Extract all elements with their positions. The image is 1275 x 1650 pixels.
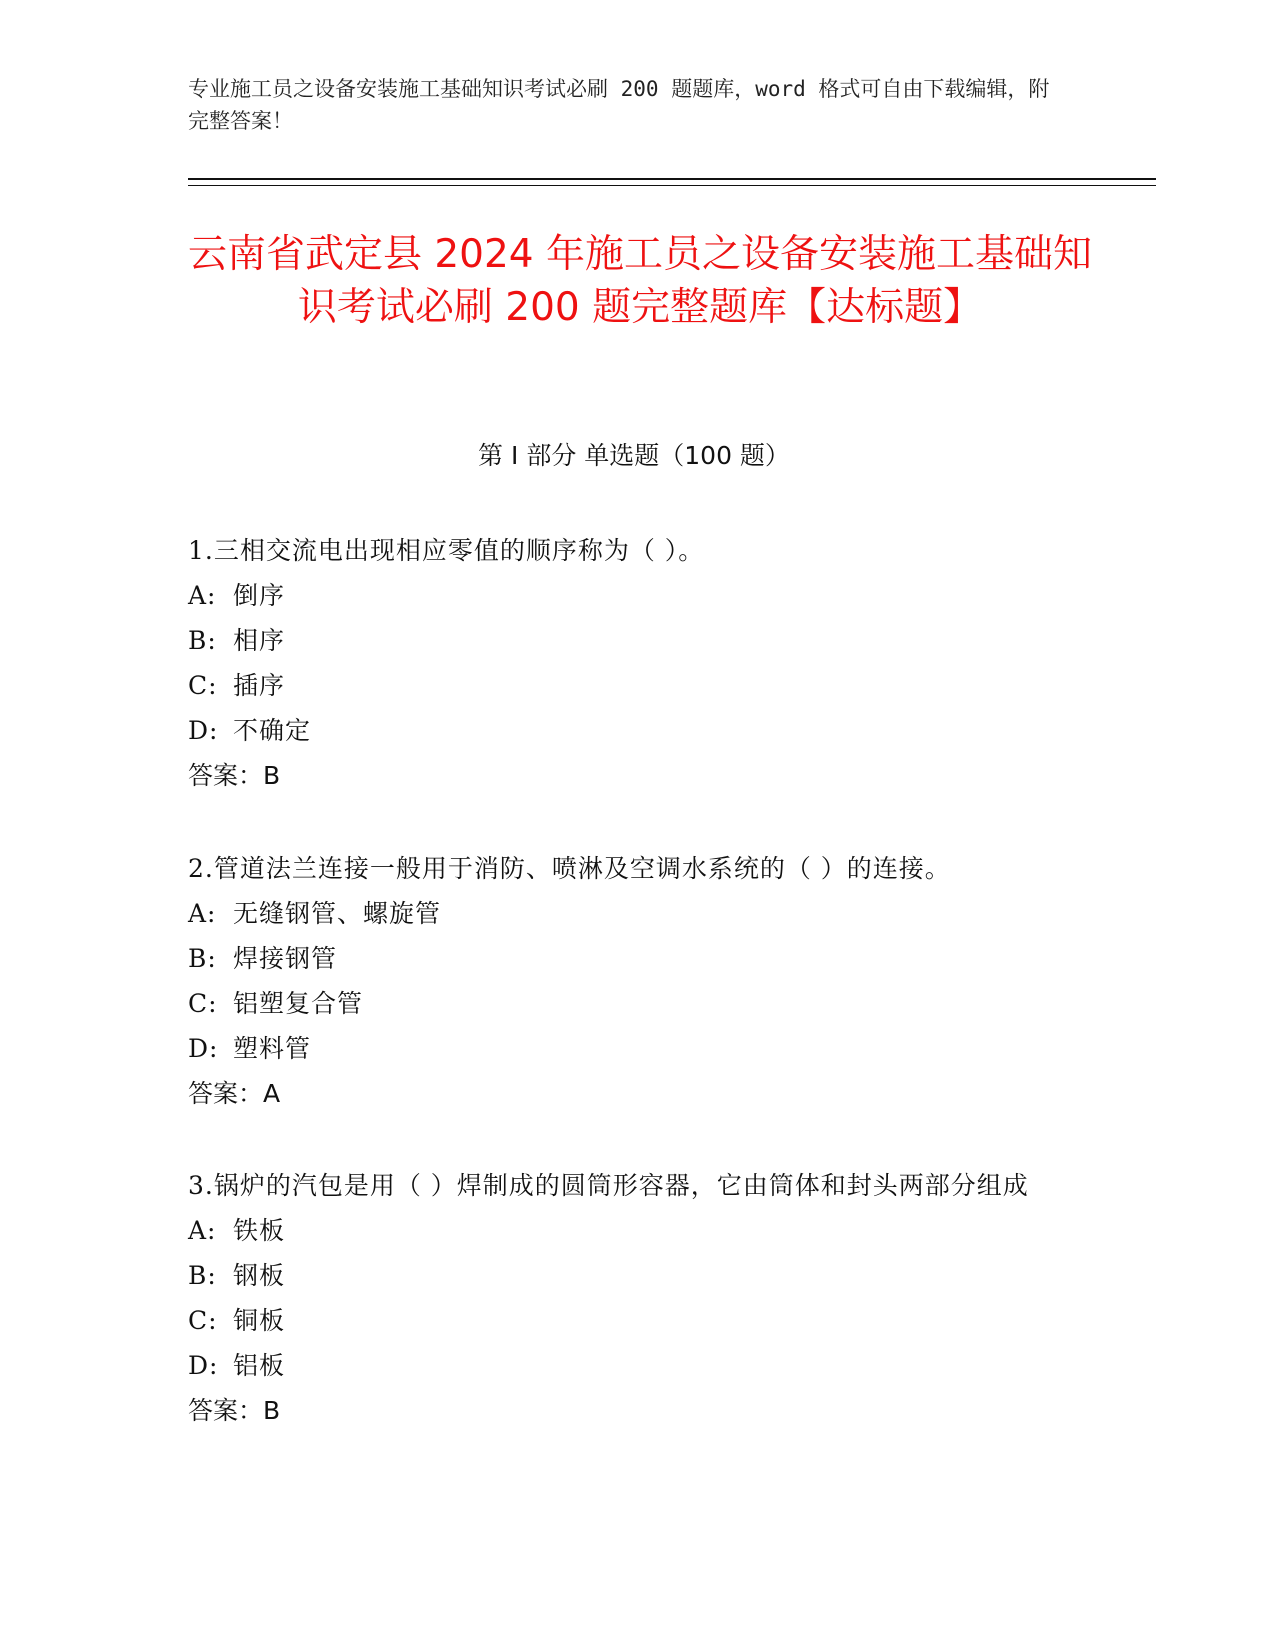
option-letter: D: <box>188 1351 219 1380</box>
option-letter: A: <box>188 581 217 610</box>
question-1 <box>188 528 1088 798</box>
option-text: 插序 <box>233 671 286 700</box>
answer-line: 答案：B <box>188 761 281 790</box>
option-b <box>188 1253 1088 1298</box>
option-text: 塑料管 <box>233 1034 312 1063</box>
answer-line: 答案：B <box>188 1396 281 1425</box>
option-letter: D: <box>188 716 219 745</box>
option-letter: C: <box>188 1306 218 1335</box>
option-d <box>188 708 1088 753</box>
option-text: 铜板 <box>233 1306 286 1335</box>
option-text: 铁板 <box>233 1216 286 1245</box>
section-heading: 第 I 部分 单选题（100 题） <box>478 441 790 470</box>
option-text: 相序 <box>233 626 286 655</box>
option-text: 不确定 <box>233 716 312 745</box>
option-text: 焊接钢管 <box>233 944 338 973</box>
option-letter: B: <box>188 626 217 655</box>
header-note: 专业施工员之设备安装施工基础知识考试必刷 200 题题库，word 格式可自由下载编辑，附完整答案！ <box>188 77 1050 133</box>
option-a <box>188 1208 1088 1253</box>
option-b <box>188 936 1088 981</box>
option-d <box>188 1343 1088 1388</box>
question-2 <box>188 846 1088 1116</box>
document-title: 云南省武定县 2024 年施工员之设备安装施工基础知识考试必刷 200 题完整题库【达标题】 <box>187 232 1093 330</box>
option-a <box>188 573 1088 618</box>
question-stem: 3.锅炉的汽包是用（ ）焊制成的圆筒形容器，它由筒体和封头两部分组成 <box>188 1171 1029 1200</box>
header-divider-thick <box>188 178 1156 180</box>
question-stem: 1.三相交流电出现相应零值的顺序称为（ ）。 <box>188 536 705 565</box>
option-text: 钢板 <box>233 1261 286 1290</box>
answer-line: 答案：A <box>188 1079 281 1108</box>
option-letter: C: <box>188 671 218 700</box>
header-divider-thin <box>188 185 1156 186</box>
option-c <box>188 1298 1088 1343</box>
option-letter: A: <box>188 1216 217 1245</box>
option-b <box>188 618 1088 663</box>
option-text: 铝板 <box>233 1351 286 1380</box>
question-stem: 2.管道法兰连接一般用于消防、喷淋及空调水系统的（ ）的连接。 <box>188 854 951 883</box>
option-letter: C: <box>188 989 218 1018</box>
option-letter: B: <box>188 944 217 973</box>
option-c <box>188 663 1088 708</box>
option-a <box>188 891 1088 936</box>
option-text: 无缝钢管、螺旋管 <box>233 899 442 928</box>
option-letter: B: <box>188 1261 217 1290</box>
option-text: 倒序 <box>233 581 286 610</box>
option-d <box>188 1026 1088 1071</box>
option-letter: D: <box>188 1034 219 1063</box>
option-c <box>188 981 1088 1026</box>
question-3 <box>188 1163 1088 1433</box>
option-text: 铝塑复合管 <box>233 989 364 1018</box>
option-letter: A: <box>188 899 217 928</box>
